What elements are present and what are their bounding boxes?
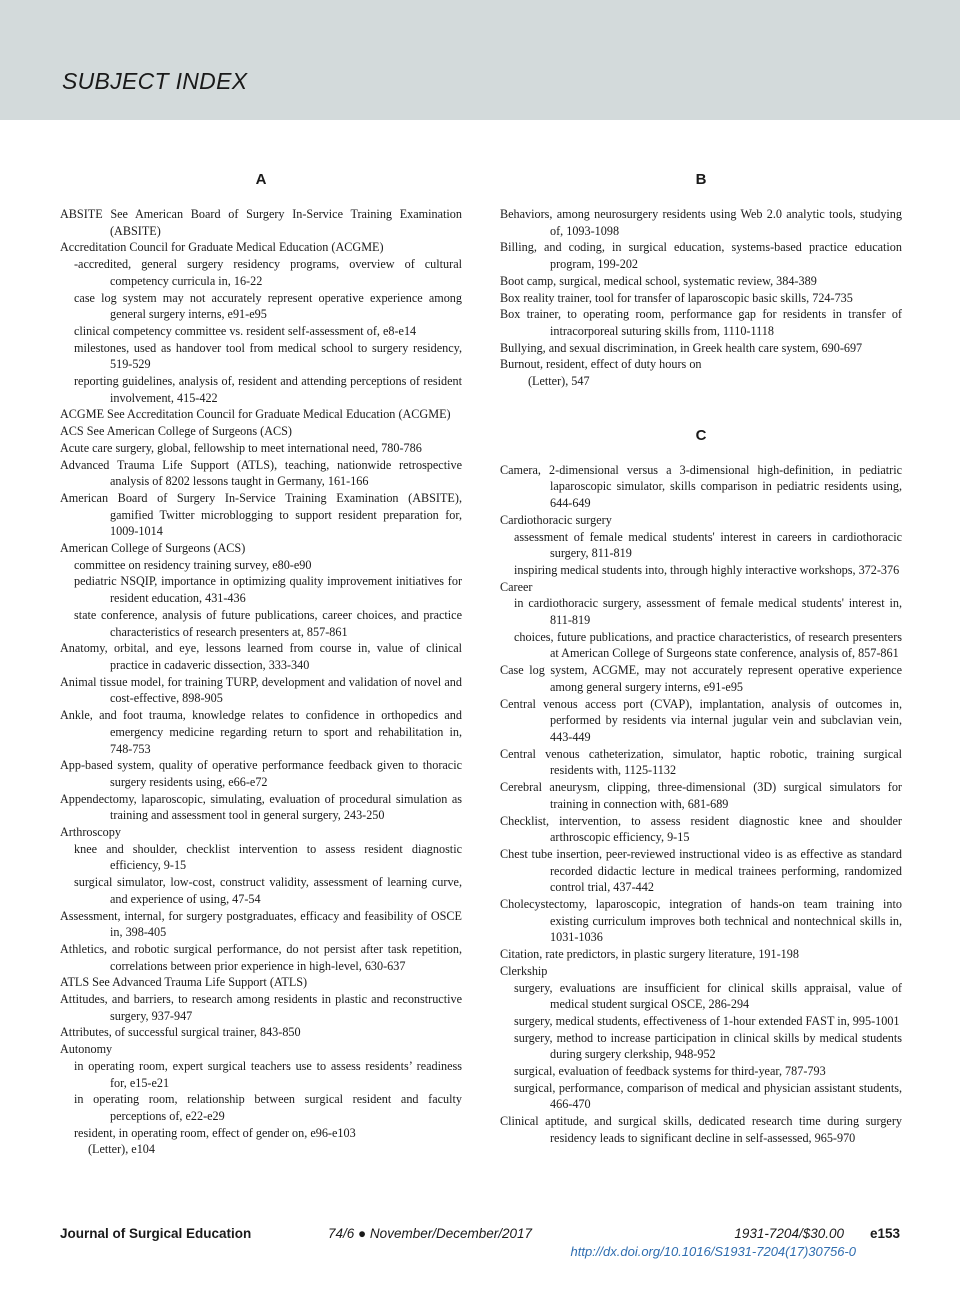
index-entry: Autonomy — [60, 1042, 113, 1057]
index-entry: assessment of female medical students' interest in careers in cardiothoracic surgery, 811-819 — [514, 529, 902, 561]
index-entry: Chest tube insertion, peer-reviewed instructional video is as effective as standard recorded didactic lecture in medical trainees performing, randomized control trial, 437-442 — [500, 846, 902, 895]
index-column-right — [500, 170, 902, 1147]
index-entry: resident, in operating room, effect of gender on, e96-e103 — [74, 1125, 356, 1140]
index-entry: Bullying, and sexual discrimination, in Greek health care system, 690-697 — [500, 340, 863, 355]
page-title: SUBJECT INDEX — [62, 68, 248, 94]
index-entry: ATLS See Advanced Trauma Life Support (ATLS) — [60, 975, 308, 990]
journal-name: Journal of Surgical Education — [60, 1226, 252, 1241]
index-entry: ABSITE See American Board of Surgery In-Service Training Examination (ABSITE) — [60, 207, 462, 238]
index-entry: reporting guidelines, analysis of, resident and attending perceptions of resident involvement, 415-422 — [74, 374, 462, 405]
index-entry: inspiring medical students into, through highly interactive workshops, 372-376 — [514, 562, 900, 577]
section-letter-a: A — [255, 171, 267, 188]
footer — [60, 1226, 900, 1246]
index-entry: case log system may not accurately represent operative experience among general surgery interns, e91-e95 — [74, 290, 462, 322]
index-entry: surgical, evaluation of feedback systems for third-year, 787-793 — [514, 1064, 826, 1079]
section-gap — [500, 390, 902, 426]
index-column-left — [60, 170, 462, 1158]
index-entry: Burnout, resident, effect of duty hours on — [500, 357, 702, 372]
index-entry: surgical simulator, low-cost, construct validity, assessment of learning curve, and experience of using, 47-54 — [74, 875, 462, 906]
section-letter-c: C — [695, 426, 707, 444]
index-entry: Ankle, and foot trauma, knowledge relates to confidence in orthopedics and emergency medicine regarding return to sport and rehabilitation in, 748-753 — [60, 708, 462, 756]
index-entry: Anatomy, orbital, and eye, lessons learned from course in, value of clinical practice in cadaveric dissection, 333-340 — [60, 641, 462, 672]
index-entry: Cardiothoracic surgery — [500, 512, 612, 527]
index-entry: -accredited, general surgery residency programs, overview of cultural competency curricula in, 16-22 — [74, 257, 462, 288]
index-entry: Athletics, and robotic surgical performance, do not persist after task repetition, correlations between prior experience in high-level, 630-637 — [60, 941, 462, 973]
index-entry: American College of Surgeons (ACS) — [60, 541, 246, 556]
section-letter-b: B — [695, 171, 707, 188]
index-entry: Acute care surgery, global, fellowship to meet international need, 780-786 — [60, 440, 422, 455]
index-entry: Case log system, ACGME, may not accurately represent operative experience among general surgery interns, e91-e95 — [500, 663, 902, 694]
index-entry: ACGME See Accreditation Council for Graduate Medical Education (ACGME) — [60, 407, 451, 422]
index-entry: knee and shoulder, checklist intervention to assess resident diagnostic efficiency, 9-15 — [74, 841, 462, 873]
index-entry: choices, future publications, and practice characteristics, of research presenters at American College of Surgeons state conference, analysis of, 857-861 — [514, 629, 902, 661]
index-entry: surgical, performance, comparison of medical and physician assistant students, 466-470 — [514, 1080, 902, 1112]
index-entry: Arthroscopy — [60, 825, 121, 840]
index-entry: Boot camp, surgical, medical school, systematic review, 384-389 — [500, 273, 817, 288]
index-entry: App-based system, quality of operative performance feedback given to thoracic surgery residents using, e66-e72 — [60, 758, 462, 789]
index-entry: in operating room, relationship between surgical resident and faculty perceptions of, e22-e29 — [74, 1092, 462, 1123]
index-entry: Camera, 2-dimensional versus a 3-dimensional high-definition, in pediatric laparoscopic simulator, skills comparison in pediatric residents using, 644-649 — [500, 462, 902, 511]
section-a-entries — [60, 206, 462, 1158]
index-entry: (Letter), e104 — [88, 1142, 155, 1157]
index-entry: Attitudes, and barriers, to research among residents in plastic and reconstructive surgery, 937-947 — [60, 992, 462, 1023]
index-entry: Box trainer, to operating room, performance gap for residents in transfer of intracorporeal suturing skills from, 1110-1118 — [500, 307, 902, 338]
page-number: e153 — [869, 1226, 900, 1241]
index-entry: ACS See American College of Surgeons (ACS) — [60, 424, 292, 439]
index-entry: American Board of Surgery In-Service Training Examination (ABSITE), gamified Twitter microblogging to support resident preparation for, 1009-1014 — [60, 490, 462, 539]
index-entry: in operating room, expert surgical teachers use to assess residents’ readiness for, e15-e21 — [74, 1058, 462, 1090]
section-c-entries — [500, 462, 902, 1147]
issn-price: 1931-7204/$30.00 — [734, 1226, 844, 1241]
index-entry: Animal tissue model, for training TURP, development and validation of novel and cost-effective, 898-905 — [60, 674, 462, 706]
index-entry: Cholecystectomy, laparoscopic, integration of hands-on team training into existing curriculum improves both technical and nontechnical skills in, 1031-1036 — [500, 897, 902, 945]
index-entry: Career — [500, 579, 533, 594]
index-entry: Clinical aptitude, and surgical skills, dedicated research time during surgery residency leads to significant decline in self-assessed, 965-970 — [500, 1114, 902, 1145]
doi-link[interactable]: http://dx.doi.org/10.1016/S1931-7204(17)30756-0 — [570, 1244, 856, 1259]
index-entry: committee on residency training survey, e80-e90 — [74, 557, 312, 572]
index-entry: Advanced Trauma Life Support (ATLS), teaching, nationwide retrospective analysis of 8202 lessons taught in Germany, 161-166 — [60, 457, 462, 489]
index-entry: Clerkship — [500, 963, 548, 978]
index-entry: milestones, used as handover tool from medical school to surgery residency, 519-529 — [74, 340, 462, 372]
index-entry: Accreditation Council for Graduate Medical Education (ACGME) — [60, 240, 384, 255]
index-entry: Assessment, internal, for surgery postgraduates, efficacy and feasibility of OSCE in, 398-405 — [60, 908, 462, 940]
index-entry: surgery, medical students, effectiveness of 1-hour extended FAST in, 995-1001 — [514, 1013, 900, 1028]
index-entry: Attributes, of successful surgical trainer, 843-850 — [60, 1025, 301, 1040]
index-entry: Billing, and coding, in surgical education, systems-based practice education program, 199-202 — [500, 240, 902, 272]
index-entry: Central venous access port (CVAP), implantation, analysis of outcomes in, performed by residents via internal jugular vein and subclavian vein, 443-449 — [500, 696, 902, 744]
index-entry: state conference, analysis of future publications, career choices, and practice characteristics of research presenters at, 857-861 — [74, 607, 462, 639]
section-b-entries — [500, 206, 902, 390]
index-entry: surgery, evaluations are insufficient for clinical skills appraisal, value of medical student surgical OSCE, 286-294 — [514, 980, 902, 1012]
index-entry: Checklist, intervention, to assess resident diagnostic knee and shoulder arthroscopic efficiency, 9-15 — [500, 813, 902, 845]
index-entry: Citation, rate predictors, in plastic surgery literature, 191-198 — [500, 947, 799, 962]
index-entry: clinical competency committee vs. resident self-assessment of, e8-e14 — [74, 323, 417, 338]
index-entry: in cardiothoracic surgery, assessment of female medical students' interest in, 811-819 — [514, 596, 902, 628]
index-entry: (Letter), 547 — [528, 374, 590, 389]
index-entry: pediatric NSQIP, importance in optimizing quality improvement initiatives for resident education, 431-436 — [74, 574, 462, 606]
index-entry: Cerebral aneurysm, clipping, three-dimensional (3D) surgical simulators for training in connection with, 681-689 — [500, 780, 902, 811]
index-entry: Appendectomy, laparoscopic, simulating, evaluation of procedural simulation as training and assessment tool in general surgery, 243-250 — [60, 791, 462, 823]
index-entry: Behaviors, among neurosurgery residents using Web 2.0 analytic tools, studying of, 1093-1098 — [500, 207, 902, 238]
header-banner — [0, 0, 960, 120]
index-entry: Central venous catheterization, simulator, haptic robotic, training surgical residents with, 1125-1132 — [500, 746, 902, 778]
index-entry: Box reality trainer, tool for transfer of laparoscopic basic skills, 724-735 — [500, 290, 853, 305]
issue-info: 74/6 ● November/December/2017 — [328, 1226, 533, 1241]
index-entry: surgery, method to increase participation in clinical skills by medical students during surgery clerkship, 948-952 — [514, 1030, 902, 1062]
